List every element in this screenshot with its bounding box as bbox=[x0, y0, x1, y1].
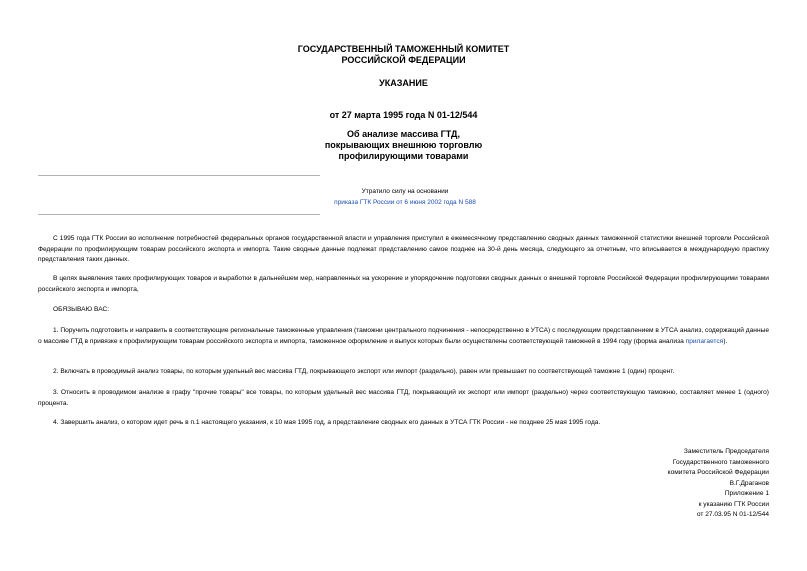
paragraph-item-4: 4. Завершить анализ, о котором идет речь в п.1 настоящего указания, к 10 мая 1995 год, а представление сводных его данных в УТСА ГТК России - не позднее 25 мая 1995 года. bbox=[53, 419, 601, 426]
validity-annotation bbox=[300, 186, 510, 208]
subject-line-3: профилирующими товарами bbox=[338, 151, 469, 161]
paragraph-2: В целях выявления таких профилирующих товаров и выработки в дальнейшем мер, направленных на ускорение и упорядочение подготовки сводных данных о внешней торговле Российской Федерации профилирующими товарами российского экспорта и импорта, bbox=[38, 275, 769, 293]
appendix-ref-1: к указанию ГТК России bbox=[698, 500, 769, 508]
signature-line-2: Государственного таможенного bbox=[672, 458, 769, 466]
annotation-link[interactable]: приказа ГТК России от 6 июня 2002 года N 588 bbox=[334, 199, 476, 206]
paragraph-item-2: 2. Включать в проводимый анализ товары, по которым удельный вес массива ГТД, покрывающего экспорт или импорт (раздельно), равен или превышает по соответствующей таможне 1 (один) процент. bbox=[53, 368, 675, 375]
annotation-text: Утратило силу на основании bbox=[361, 188, 449, 195]
appendix-title: Приложение 1 bbox=[724, 490, 769, 497]
document-type: УКАЗАНИЕ bbox=[379, 78, 428, 88]
appendix-ref-2: от 27.03.95 N 01-12/544 bbox=[696, 511, 769, 518]
agency-title bbox=[0, 44, 807, 66]
signature-name: В.Г.Драганов bbox=[729, 479, 769, 487]
signature-line-1: Заместитель Председателя bbox=[683, 448, 769, 455]
divider-bottom bbox=[38, 214, 320, 215]
paragraph-item-1: 1. Поручить подготовить и направить в соответствующие региональные таможенные управления (таможни центрального подчинения - непосредственно в УТСА) с последующим представлением в УТСА анализ, содержащий данные о массиве ГТД в привязке к профилирующим товарам российского экспорта и импорта, таможенное оформление и выпуск которых были осуществлены соответствующей таможней в 1994 году (форма анализа прилагается). bbox=[38, 327, 769, 345]
divider-top bbox=[38, 175, 320, 176]
subject-line-2: покрывающих внешнюю торговлю bbox=[324, 140, 483, 150]
paragraph-1: С 1995 года ГТК России во исполнение потребностей федеральных органов государственной власти и управления приступил в ежемесячному представлению сводных данных таможенной статистики внешней торговли Российской Федерации по профилирующим товарам российского экспорта и импорта. Такие сводные данные подлежат представлению самое позднее на 30-й день месяца, следующего за отчетным, что вписывается в международную практику представления таких данных. bbox=[38, 235, 769, 263]
attachment-link[interactable]: прилагается bbox=[685, 337, 724, 345]
paragraph-item-3: 3. Относить в проводимом анализе в графу "прочие товары" все товары, по которым удельный вес массива ГТД, покрывающий их экспорт или импорт (раздельно) через соответствующую таможню, составляет менее 1 (одного) процента. bbox=[38, 389, 769, 407]
paragraph-obligation: ОБЯЗЫВАЮ ВАС: bbox=[53, 306, 110, 313]
agency-line-2: РОССИЙСКОЙ ФЕДЕРАЦИИ bbox=[341, 55, 466, 65]
subject-line-1: Об анализе массива ГТД, bbox=[347, 129, 460, 139]
document-date-number: от 27 марта 1995 года N 01-12/544 bbox=[329, 110, 478, 120]
signature-line-3: комитета Российской Федерации bbox=[667, 469, 769, 476]
signature-block bbox=[569, 447, 769, 521]
agency-line-1: ГОСУДАРСТВЕННЫЙ ТАМОЖЕННЫЙ КОМИТЕТ bbox=[297, 44, 510, 54]
document-subject bbox=[0, 129, 807, 162]
